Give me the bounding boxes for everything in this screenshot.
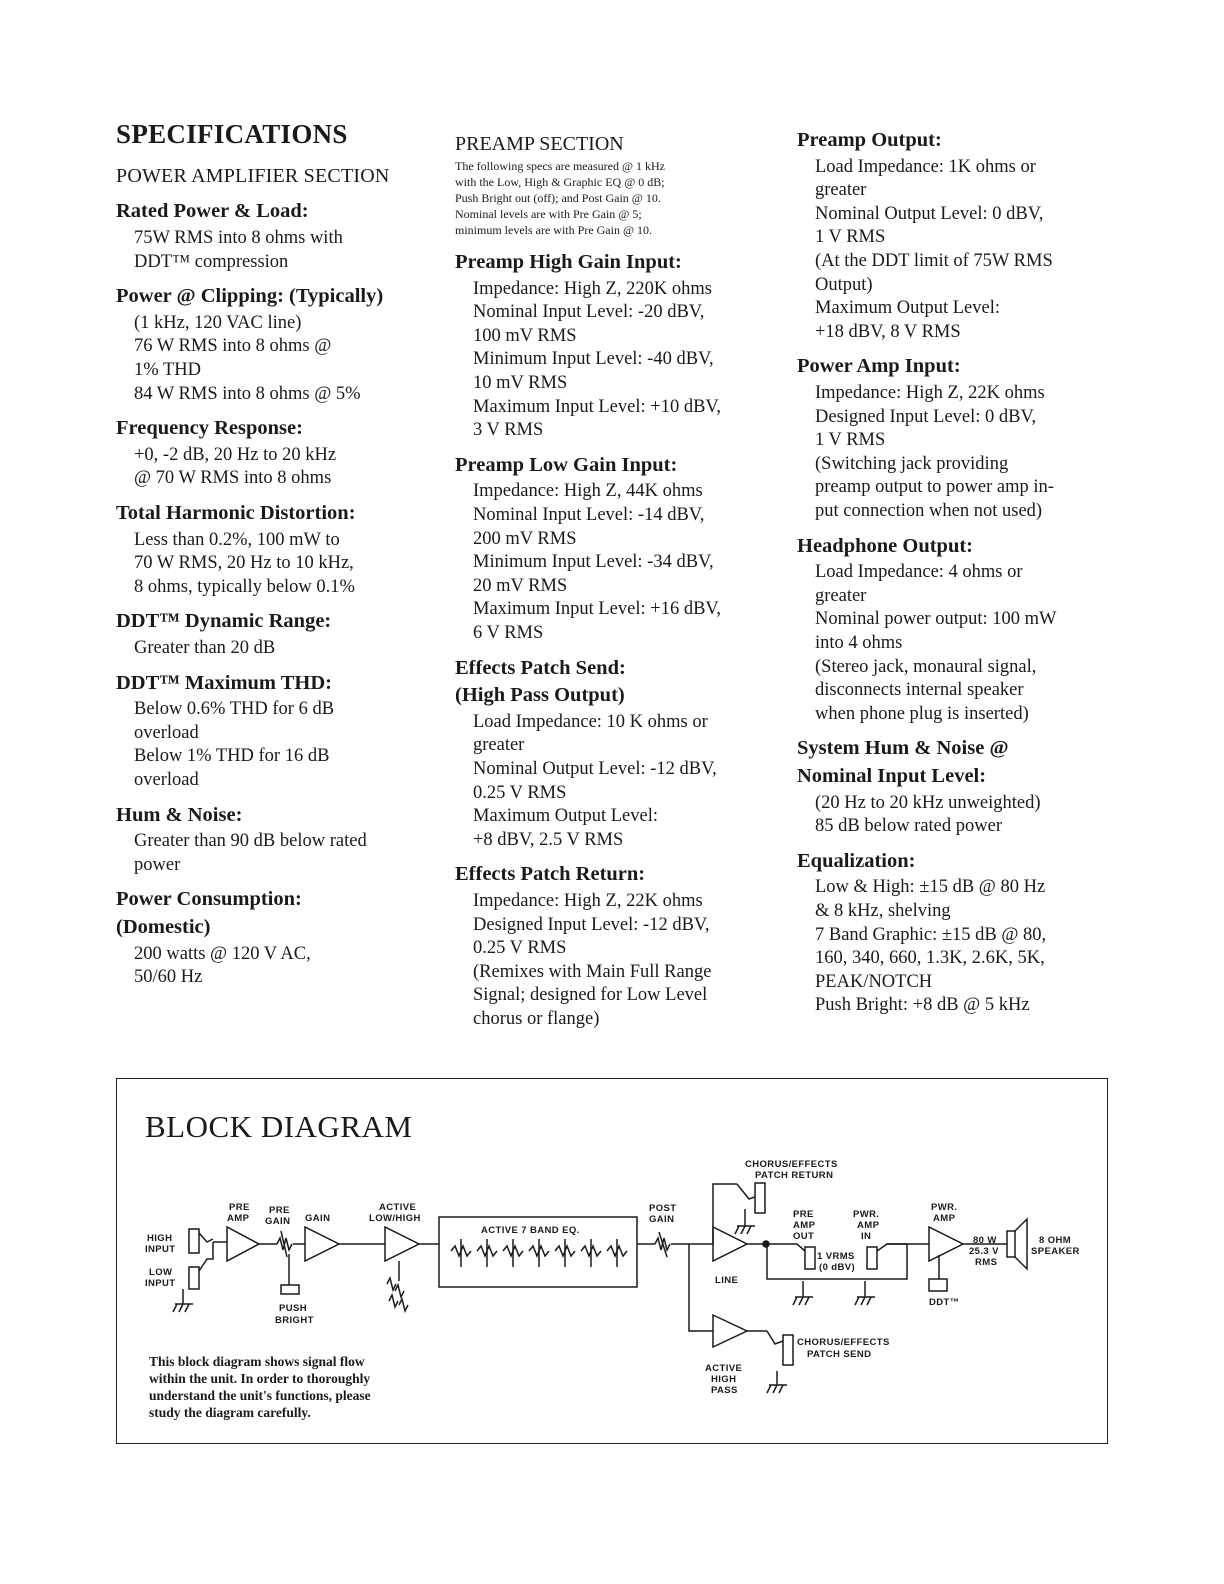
spec-item [116,416,436,491]
spec-value-line: Greater than 90 dB below rated [134,831,367,852]
spec-value-line: 160, 340, 660, 1.3K, 2.6K, 5K, [815,948,1045,969]
spec-item [116,803,436,878]
diagram-label: ACTIVE [705,1363,743,1374]
gain-triangle [305,1227,339,1261]
junction-dot [763,1241,769,1247]
ground-icon [173,1304,193,1312]
ddt-switch-icon [929,1279,947,1291]
diagram-label: BRIGHT [275,1315,314,1326]
diagram-label: HIGH [711,1374,737,1385]
pwr-amp-in-jack-icon [867,1247,877,1269]
diagram-label: 8 OHM [1039,1235,1072,1246]
specs-column-2 [455,118,785,1042]
preamp-intro-line: Nominal levels are with Pre Gain @ 5; [455,207,642,221]
spec-item [116,501,436,599]
spec-value-line: 8 ohms, typically below 0.1% [134,576,355,597]
spec-value-line: Maximum Input Level: +10 dBV, [473,396,722,417]
jack-contact [199,1242,213,1271]
spec-heading: Equalization: [797,849,916,872]
block-diagram-box [116,1078,1108,1444]
spec-value-line: Greater than 20 dB [134,638,276,659]
diagram-label: SPEAKER [1031,1246,1080,1257]
spec-heading: Effects Patch Return: [455,863,646,886]
spec-value-line: 1 V RMS [815,430,886,451]
spec-values [455,711,785,853]
spec-heading: Total Harmonic Distortion: [116,502,356,525]
diagram-label: 80 W [973,1235,997,1246]
spec-value-line: & 8 kHz, shelving [815,901,951,921]
spec-values [116,312,436,406]
diagram-label: PWR. [853,1209,880,1220]
spec-heading: Frequency Response: [116,417,303,440]
spec-values [455,480,785,645]
spec-value-line: (At the DDT limit of 75W RMS [815,251,1053,271]
spec-value-line: Load Impedance: 10 K ohms or [473,711,708,732]
preamp-intro-line: Push Bright out (off); and Post Gain @ 10. [455,191,661,205]
ground-icon [793,1281,813,1305]
spec-value-line: @ 70 W RMS into 8 ohms [134,468,332,489]
spec-values [455,278,785,443]
diagram-label: ACTIVE 7 BAND EQ. [481,1225,580,1236]
diagram-label: PASS [711,1385,738,1396]
spec-item [116,609,436,660]
spec-heading: Preamp Output: [797,129,942,151]
return-wire [713,1184,737,1244]
diagram-label: INPUT [145,1244,176,1255]
spec-value-line: Below 1% THD for 16 dB [134,746,330,767]
spec-value-line: Impedance: High Z, 22K ohms [473,891,703,911]
jack-contact [737,1184,755,1199]
spec-heading: DDT™ Maximum THD: [116,671,333,694]
spec-heading: Nominal Input Level: [797,764,987,787]
diagram-label: PUSH [279,1303,307,1314]
spec-value-line: (1 kHz, 120 VAC line) [134,312,302,333]
diagram-label: LINE [715,1275,739,1286]
spec-heading: (Domestic) [116,916,211,939]
spec-value-line: Nominal Output Level: 0 dBV, [815,203,1044,224]
diagram-label: CHORUS/EFFECTS [745,1159,838,1170]
diagram-label: LOW/HIGH [369,1213,421,1224]
spec-value-line: DDT™ compression [134,251,289,272]
spec-value-line: 0.25 V RMS [473,938,567,959]
spec-value-line: 20 mV RMS [473,575,568,596]
spec-heading: (High Pass Output) [455,684,625,707]
spec-value-line: Impedance: High Z, 44K ohms [473,481,703,502]
diagram-label: AMP [793,1220,816,1231]
spec-values [455,890,785,1032]
spec-value-line: Nominal power output: 100 mW [815,609,1057,630]
spec-values [116,943,436,990]
spec-heading: System Hum & Noise @ [797,737,1009,760]
spec-value-line: 100 mV RMS [473,325,577,346]
diagram-label: ACTIVE [379,1202,417,1213]
spec-item [797,534,1117,727]
spec-value-line: (Remixes with Main Full Range [473,961,712,982]
pre-amp-out-jack-icon [805,1247,815,1269]
spec-value-line: 6 V RMS [473,622,544,643]
spec-value-line: (Stereo jack, monaural signal, [815,656,1037,677]
spec-item [455,453,785,646]
spec-value-line: Nominal Output Level: -12 dBV, [473,759,717,779]
diagram-label: AMP [227,1213,250,1224]
spec-item [797,128,1117,344]
diagram-label: RMS [975,1257,998,1268]
spec-value-line: Impedance: High Z, 22K ohms [815,383,1045,403]
diagram-label: 1 VRMS [817,1251,855,1262]
spec-value-line: Maximum Output Level: [473,806,658,827]
spec-item [455,656,785,853]
caption-line: within the unit. In order to thoroughly [149,1371,371,1386]
preamp-intro-line: with the Low, High & Graphic EQ @ 0 dB; [455,175,665,189]
speaker-icon [1007,1231,1015,1257]
spec-value-line: Designed Input Level: 0 dBV, [815,406,1037,427]
spec-value-line: Load Impedance: 1K ohms or [815,156,1036,177]
spec-value-line: 0.25 V RMS [473,782,567,803]
caption-line: study the diagram carefully. [149,1405,311,1420]
spec-item [116,199,436,274]
spec-value-line: when phone plug is inserted) [815,703,1029,724]
high-input-jack-icon [189,1229,199,1253]
spec-list-col1 [116,199,436,990]
spec-heading: Preamp High Gain Input: [455,251,682,273]
spec-heading: Power Amp Input: [797,355,961,378]
spec-value-line: Nominal Input Level: -20 dBV, [473,302,705,323]
spec-value-line: chorus or flange) [473,1008,600,1029]
caption-line: understand the unit's functions, please [149,1388,371,1403]
diagram-label: POST [649,1203,677,1214]
spec-value-line: Minimum Input Level: -34 dBV, [473,552,714,573]
diagram-label: PATCH SEND [807,1349,872,1360]
spec-value-line: Push Bright: +8 dB @ 5 kHz [815,995,1030,1016]
spec-value-line: Output) [815,274,873,295]
spec-value-line: 7 Band Graphic: ±15 dB @ 80, [815,924,1047,945]
page-title: SPECIFICATIONS [116,119,348,149]
diagram-label: GAIN [305,1213,331,1224]
spec-value-line: overload [134,770,199,791]
spec-heading: Power Consumption: [116,888,302,911]
spec-value-line: 84 W RMS into 8 ohms @ 5% [134,383,361,404]
spec-values [116,529,436,600]
push-bright-switch-icon [281,1285,299,1294]
jack-contact [767,1331,783,1344]
spec-value-line: (20 Hz to 20 kHz unweighted) [815,792,1041,813]
spec-value-line: 10 mV RMS [473,373,568,393]
preamp-intro [455,158,785,238]
spec-value-line: +18 dBV, 8 V RMS [815,321,961,342]
diagram-label: PRE [269,1205,290,1216]
diagram-label: PWR. [931,1202,958,1213]
ground-icon [735,1209,755,1234]
active-low-high-triangle [385,1227,419,1261]
spec-value-line: Below 0.6% THD for 6 dB [134,699,335,720]
spec-value-line: Nominal Input Level: -14 dBV, [473,505,705,525]
spec-heading: Effects Patch Send: [455,656,626,679]
spec-values [797,382,1117,524]
ground-icon [855,1281,875,1305]
spec-item [455,862,785,1031]
jack-contact [199,1233,213,1242]
spec-value-line: put connection when not used) [815,500,1043,521]
spec-values [116,444,436,491]
spec-value-line: 85 dB below rated power [815,816,1003,837]
spec-values [797,792,1117,839]
spec-value-line: Minimum Input Level: -40 dBV, [473,349,714,370]
spec-value-line: +0, -2 dB, 20 Hz to 20 kHz [134,444,337,465]
speaker-cone [1015,1219,1027,1269]
spec-item [797,736,1117,838]
diagram-label: PRE [793,1209,814,1220]
diagram-label: INPUT [145,1278,176,1289]
spec-value-line: Maximum Input Level: +16 dBV, [473,599,722,620]
diagram-label: AMP [857,1220,880,1231]
spec-value-line: 70 W RMS, 20 Hz to 10 kHz, [134,553,354,574]
spec-value-line: 200 watts @ 120 V AC, [134,943,311,964]
spec-values [116,698,436,792]
preamp-section-heading: PREAMP SECTION [455,133,624,155]
spec-values [797,156,1117,345]
spec-value-line: preamp output to power amp in- [815,477,1054,498]
spec-values [797,561,1117,726]
spec-value-line: Maximum Output Level: [815,298,1000,319]
spec-list-col2 [455,250,785,1032]
spec-value-line: Load Impedance: 4 ohms or [815,562,1023,583]
spec-heading: Power @ Clipping: (Typically) [116,285,384,308]
spec-heading: Rated Power & Load: [116,200,309,223]
block-diagram-caption [149,1353,371,1421]
spec-value-line: 75W RMS into 8 ohms with [134,228,343,249]
spec-value-line: 1 V RMS [815,227,886,248]
spec-list-col3 [797,128,1117,1018]
spec-value-line: greater [815,585,867,606]
spec-value-line: greater [815,180,867,201]
spec-value-line: overload [134,722,199,743]
diagram-label: GAIN [649,1214,675,1225]
spec-value-line: PEAK/NOTCH [815,971,933,992]
preamp-intro-line: minimum levels are with Pre Gain @ 10. [455,223,653,237]
jack-contact [777,1244,805,1251]
spec-heading: Hum & Noise: [116,803,243,826]
spec-item [116,284,436,406]
diagram-label: PRE [229,1202,250,1213]
diagram-label: PATCH RETURN [755,1170,834,1181]
spec-values [116,637,436,661]
spec-values [797,876,1117,1018]
chorus-return-jack-icon [755,1183,765,1213]
caption-line: This block diagram shows signal flow [149,1354,365,1369]
spec-heading: Headphone Output: [797,534,974,557]
spec-item [455,250,785,443]
diagram-label: IN [861,1231,872,1242]
pre-amp-triangle [227,1227,259,1261]
diagram-label: DDT™ [929,1297,960,1308]
power-amp-section-heading: POWER AMPLIFIER SECTION [116,165,390,188]
spec-value-line: 50/60 Hz [134,967,203,988]
send-wire [689,1244,713,1331]
spec-item [116,887,436,989]
low-input-jack-icon [189,1267,199,1289]
block-diagram-title: BLOCK DIAGRAM [145,1109,413,1144]
diagram-label: (0 dBV) [819,1262,856,1273]
spec-value-line: disconnects internal speaker [815,680,1024,701]
spec-value-line: greater [473,735,525,756]
spec-value-line: +8 dBV, 2.5 V RMS [473,829,624,850]
spec-heading: Preamp Low Gain Input: [455,453,678,476]
spec-values [116,830,436,877]
spec-value-line: 1% THD [134,360,201,381]
ground-icon [767,1371,787,1393]
spec-item [797,849,1117,1018]
diagram-label: AMP [933,1213,956,1224]
spec-value-line: Less than 0.2%, 100 mW to [134,529,340,550]
spec-value-line: power [134,854,181,875]
spec-value-line: Impedance: High Z, 220K ohms [473,278,712,299]
diagram-label: 25.3 V [969,1246,999,1257]
spec-item [116,671,436,793]
diagram-label: LOW [149,1267,173,1278]
power-amp-triangle [929,1227,963,1261]
diagram-label: CHORUS/EFFECTS [797,1337,890,1348]
spec-value-line: 76 W RMS into 8 ohms @ [134,336,332,357]
diagram-label: OUT [793,1231,815,1242]
spec-item [797,354,1117,523]
spec-value-line: Designed Input Level: -12 dBV, [473,914,710,935]
chorus-send-jack-icon [783,1335,793,1365]
preamp-intro-line: The following specs are measured @ 1 kHz [455,159,665,173]
spec-heading: DDT™ Dynamic Range: [116,610,332,633]
specs-column-3 [797,118,1117,1028]
spec-value-line: Low & High: ±15 dB @ 80 Hz [815,877,1046,898]
spec-value-line: Signal; designed for Low Level [473,985,708,1006]
diagram-label: GAIN [265,1216,291,1227]
specs-column-1 [116,118,436,1000]
spec-value-line: (Switching jack providing [815,453,1009,474]
low-high-pot-icon [387,1278,408,1311]
diagram-label: HIGH [147,1233,173,1244]
spec-value-line: 3 V RMS [473,420,544,441]
active-high-pass-triangle [713,1315,747,1347]
spec-value-line: into 4 ohms [815,632,903,653]
spec-value-line: 200 mV RMS [473,528,577,549]
spec-values [116,227,436,274]
